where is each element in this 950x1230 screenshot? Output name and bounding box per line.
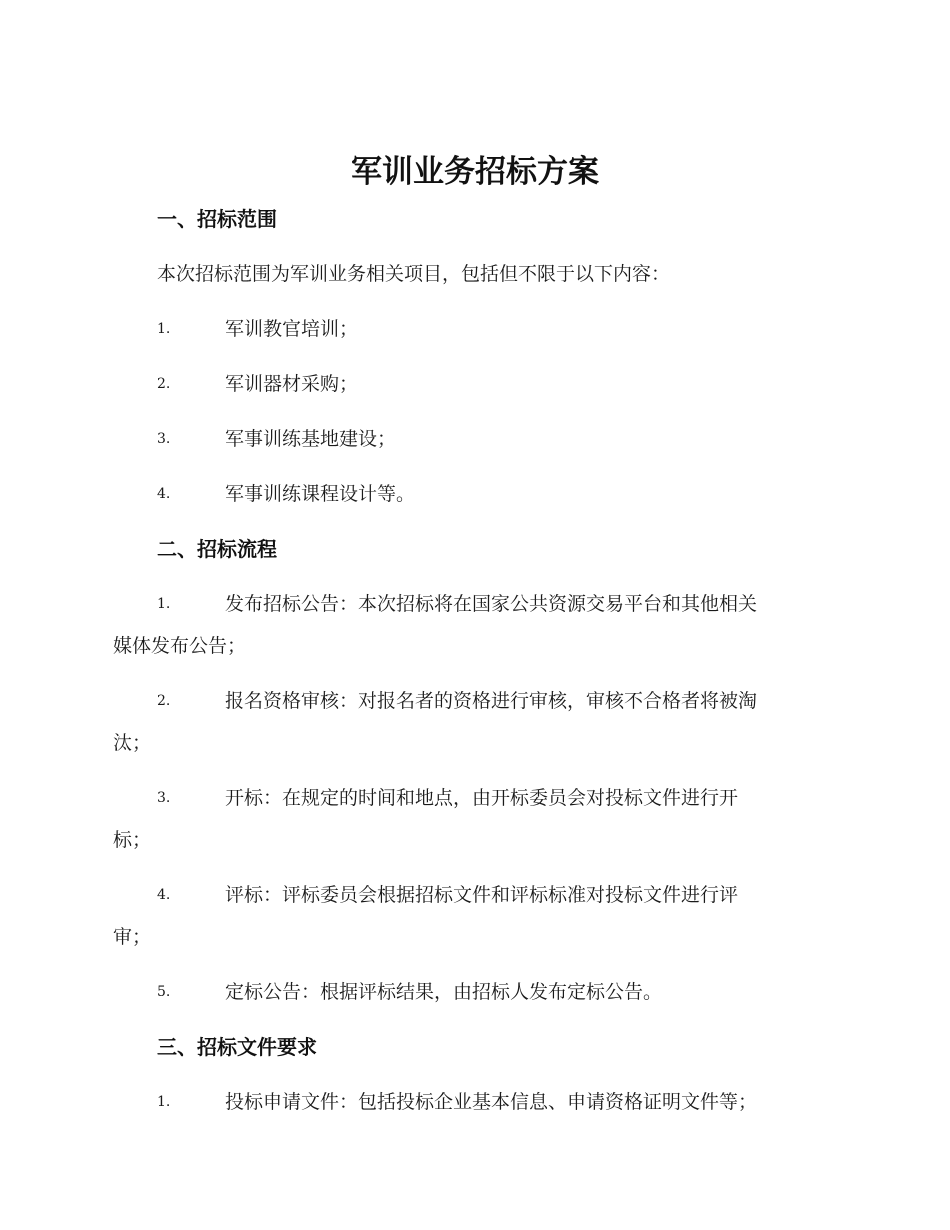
- list-item-number: 4.: [157, 887, 171, 903]
- list-item-number: 5.: [157, 984, 171, 1000]
- scope-intro-paragraph: 本次招标范围为军训业务相关项目，包括但不限于以下内容：: [157, 263, 671, 285]
- list-item-number: 2.: [157, 693, 171, 709]
- section-heading-scope: 一、招标范围: [157, 207, 277, 231]
- list-item-text: 军事训练基地建设；: [225, 428, 397, 450]
- list-item-text-continuation: 媒体发布公告；: [113, 635, 247, 657]
- list-item-text: 开标：在规定的时间和地点，由开标委员会对投标文件进行开: [225, 787, 739, 809]
- document-title: 军训业务招标方案: [351, 154, 599, 190]
- list-item-text: 军事训练课程设计等。: [225, 483, 416, 505]
- list-item-text-continuation: 汰；: [113, 732, 152, 754]
- list-item-text: 发布招标公告：本次招标将在国家公共资源交易平台和其他相关: [225, 593, 758, 615]
- list-item-number: 4.: [157, 486, 171, 502]
- list-item-text: 评标：评标委员会根据招标文件和评标标准对投标文件进行评: [225, 884, 739, 906]
- list-item-text: 军训器材采购；: [225, 373, 359, 395]
- section-heading-requirements: 三、招标文件要求: [157, 1035, 317, 1059]
- list-item-text: 投标申请文件：包括投标企业基本信息、申请资格证明文件等；: [225, 1091, 758, 1113]
- list-item-number: 3.: [157, 431, 171, 447]
- list-item-text-continuation: 标；: [113, 829, 152, 851]
- section-heading-process: 二、招标流程: [157, 537, 277, 561]
- list-item-text: 军训教官培训；: [225, 318, 359, 340]
- list-item-number: 1.: [157, 1094, 171, 1110]
- list-item-text: 报名资格审核：对报名者的资格进行审核，审核不合格者将被淘: [225, 690, 758, 712]
- list-item-number: 3.: [157, 790, 171, 806]
- list-item-number: 2.: [157, 376, 171, 392]
- list-item-number: 1.: [157, 321, 171, 337]
- list-item-text: 定标公告：根据评标结果，由招标人发布定标公告。: [225, 981, 663, 1003]
- list-item-text-continuation: 审；: [113, 926, 152, 948]
- list-item-number: 1.: [157, 596, 171, 612]
